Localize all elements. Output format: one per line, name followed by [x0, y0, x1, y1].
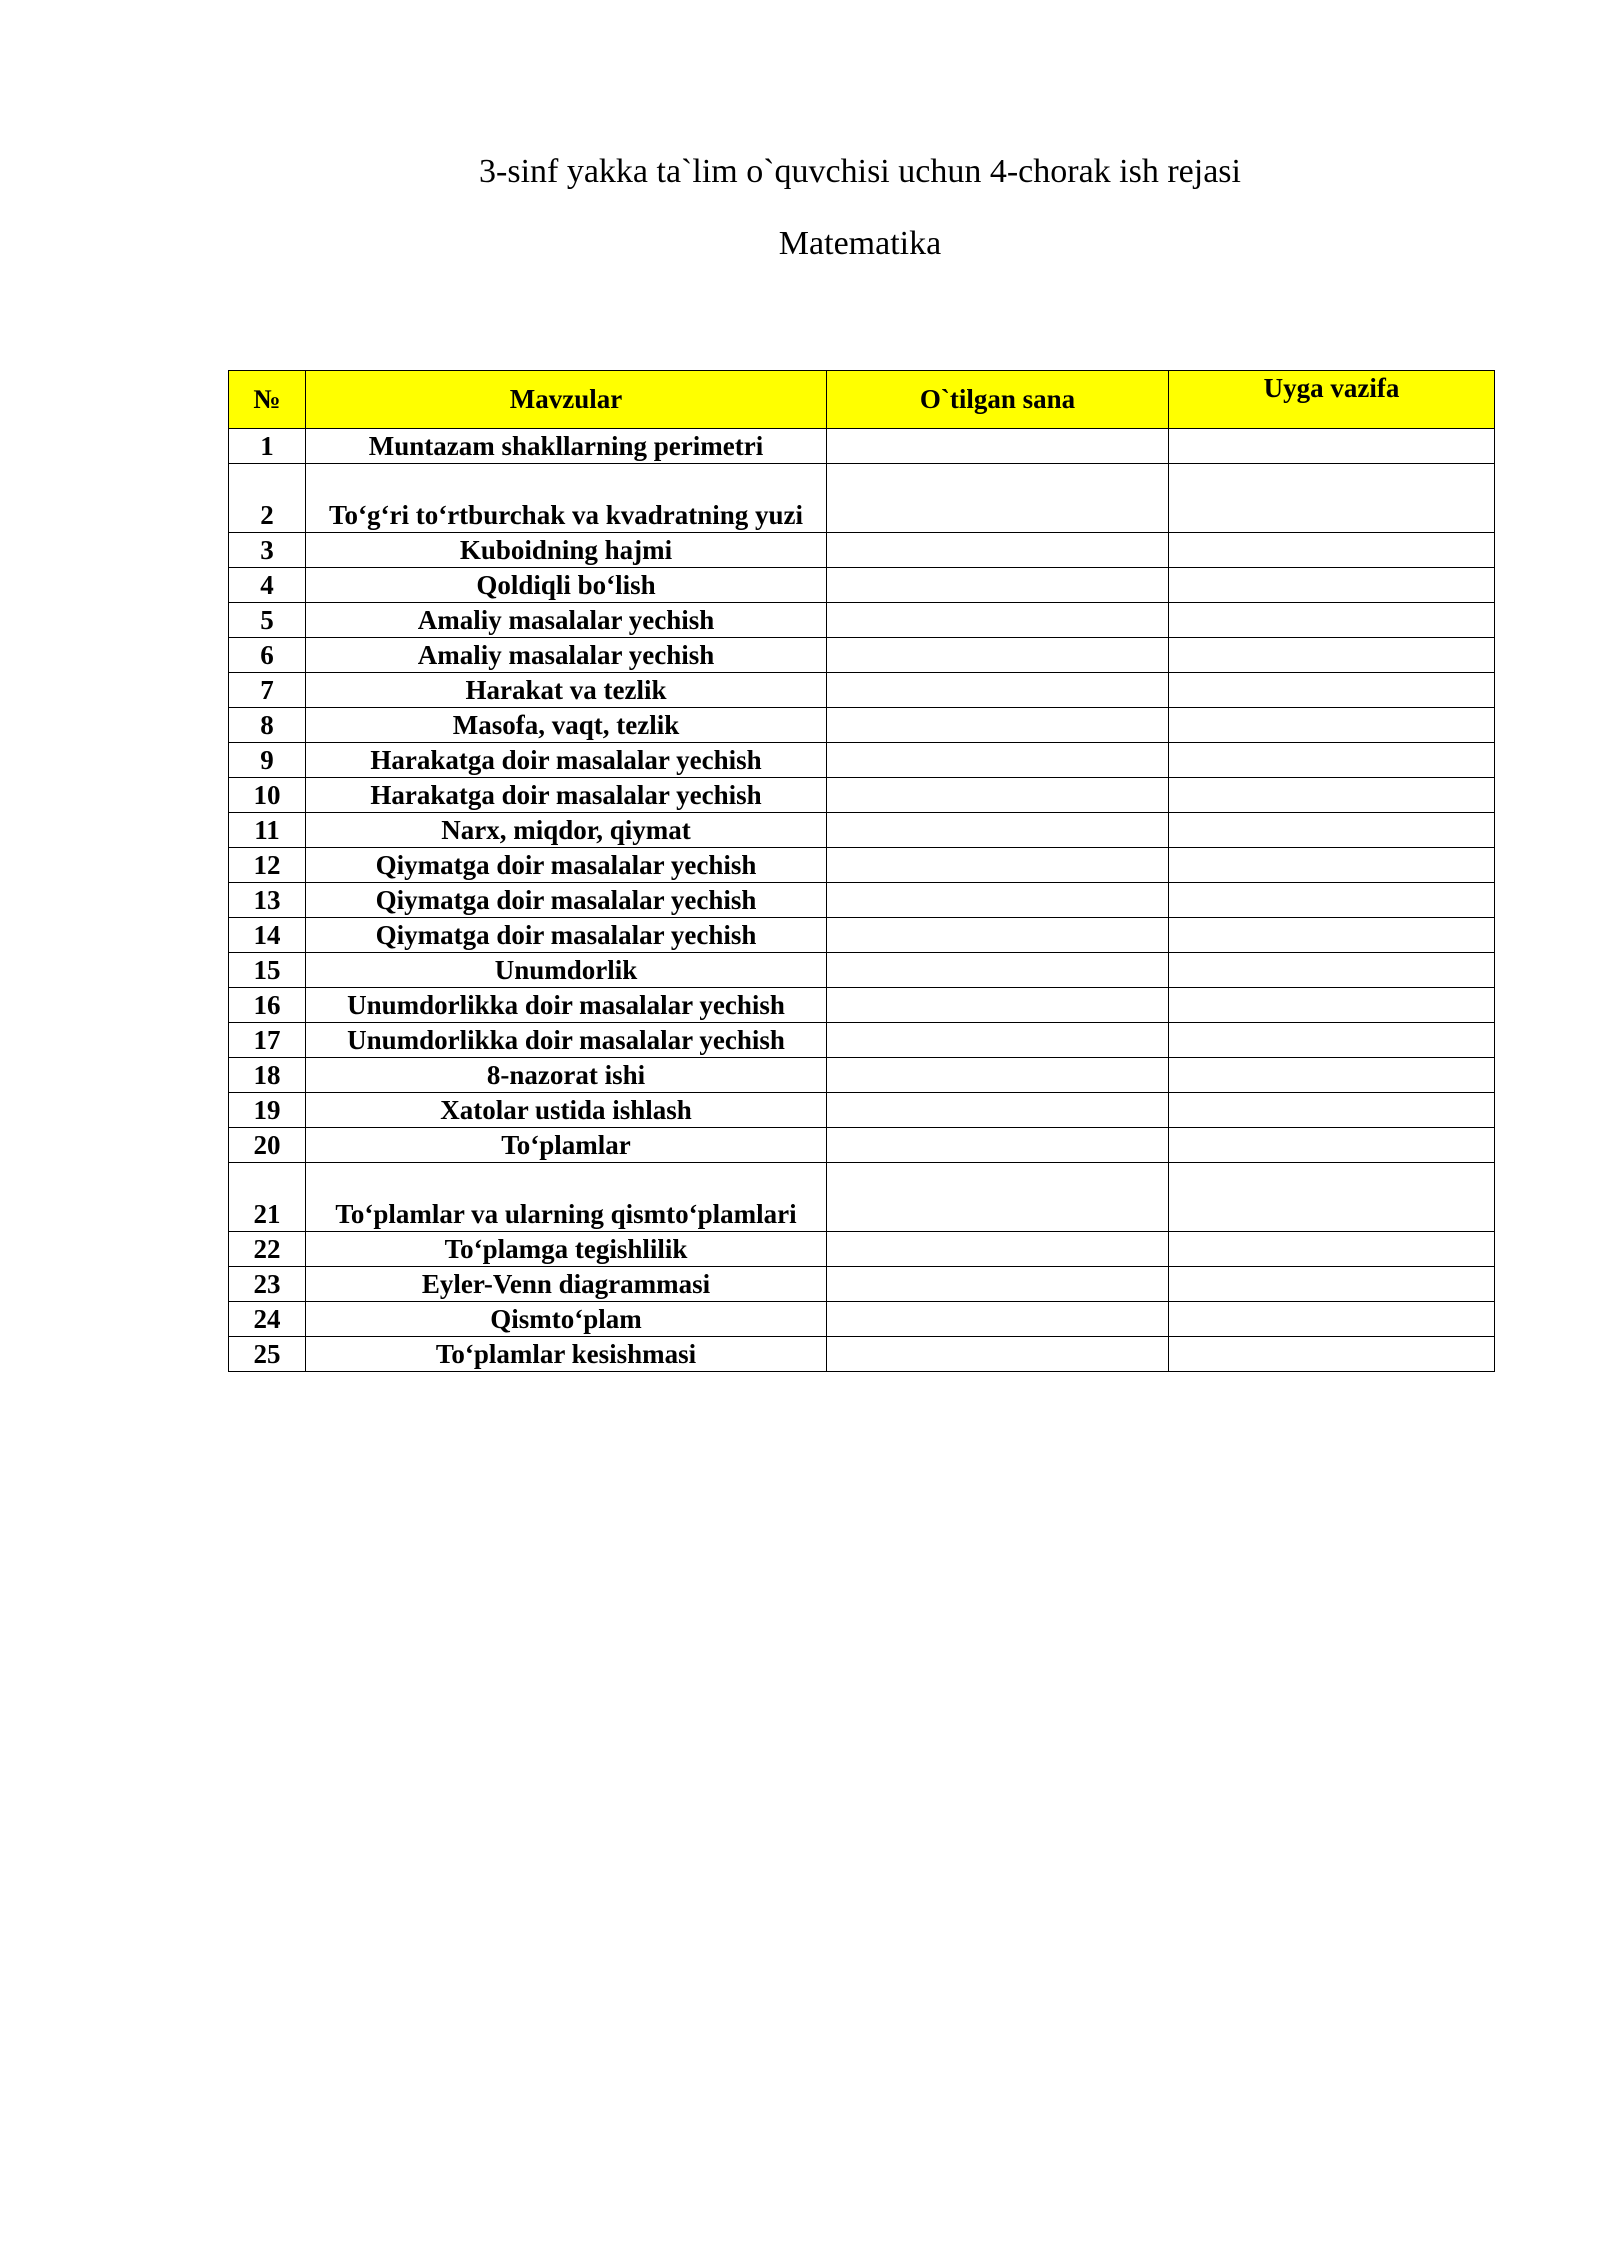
row-number: 13 — [229, 883, 306, 918]
row-homework — [1169, 1337, 1495, 1372]
row-number: 25 — [229, 1337, 306, 1372]
row-number: 20 — [229, 1128, 306, 1163]
row-number: 10 — [229, 778, 306, 813]
table-row — [229, 778, 1495, 813]
row-date — [827, 953, 1169, 988]
table-row — [229, 603, 1495, 638]
row-homework — [1169, 1128, 1495, 1163]
row-number: 9 — [229, 743, 306, 778]
row-number: 6 — [229, 638, 306, 673]
table-row — [229, 813, 1495, 848]
row-homework — [1169, 533, 1495, 568]
row-date — [827, 603, 1169, 638]
row-homework — [1169, 568, 1495, 603]
row-number: 22 — [229, 1232, 306, 1267]
row-homework — [1169, 1058, 1495, 1093]
row-topic: Kuboidning hajmi — [306, 533, 827, 568]
table-row — [229, 1093, 1495, 1128]
row-topic: Qoldiqli bo‘lish — [306, 568, 827, 603]
row-date — [827, 1163, 1169, 1232]
row-homework — [1169, 673, 1495, 708]
row-date — [827, 813, 1169, 848]
header-date: O`tilgan sana — [827, 371, 1169, 429]
lesson-plan-table — [228, 370, 1495, 1372]
row-homework — [1169, 1232, 1495, 1267]
row-topic: Unumdorlikka doir masalalar yechish — [306, 988, 827, 1023]
row-topic: Qiymatga doir masalalar yechish — [306, 848, 827, 883]
row-date — [827, 429, 1169, 464]
row-date — [827, 1128, 1169, 1163]
table-row — [229, 1163, 1495, 1232]
row-topic: Harakatga doir masalalar yechish — [306, 743, 827, 778]
row-number: 4 — [229, 568, 306, 603]
row-date — [827, 638, 1169, 673]
row-number: 1 — [229, 429, 306, 464]
row-homework — [1169, 883, 1495, 918]
row-topic: Masofa, vaqt, tezlik — [306, 708, 827, 743]
row-homework — [1169, 1267, 1495, 1302]
row-number: 7 — [229, 673, 306, 708]
row-homework — [1169, 638, 1495, 673]
row-date — [827, 1058, 1169, 1093]
row-homework — [1169, 813, 1495, 848]
table-row — [229, 429, 1495, 464]
table-row — [229, 1337, 1495, 1372]
page-title: 3-sinf yakka ta`lim o`quvchisi uchun 4-chorak ish rejasi — [479, 153, 1241, 190]
table-row — [229, 1128, 1495, 1163]
table-row — [229, 883, 1495, 918]
row-homework — [1169, 1093, 1495, 1128]
row-date — [827, 533, 1169, 568]
row-homework — [1169, 464, 1495, 533]
row-topic: Qismto‘plam — [306, 1302, 827, 1337]
table-body — [229, 429, 1495, 1372]
row-number: 2 — [229, 464, 306, 533]
row-topic: Harakat va tezlik — [306, 673, 827, 708]
row-topic: To‘plamga tegishlilik — [306, 1232, 827, 1267]
row-homework — [1169, 603, 1495, 638]
row-date — [827, 778, 1169, 813]
row-date — [827, 464, 1169, 533]
page-subtitle: Matematika — [778, 225, 942, 262]
header-homework: Uyga vazifa — [1169, 371, 1495, 429]
table-row — [229, 1267, 1495, 1302]
table-row — [229, 918, 1495, 953]
row-number: 15 — [229, 953, 306, 988]
table-row — [229, 708, 1495, 743]
table-row — [229, 1023, 1495, 1058]
row-number: 5 — [229, 603, 306, 638]
table-row — [229, 953, 1495, 988]
row-date — [827, 883, 1169, 918]
row-topic: Amaliy masalalar yechish — [306, 603, 827, 638]
row-date — [827, 1023, 1169, 1058]
row-homework — [1169, 778, 1495, 813]
row-number: 23 — [229, 1267, 306, 1302]
row-number: 14 — [229, 918, 306, 953]
row-topic: Xatolar ustida ishlash — [306, 1093, 827, 1128]
row-number: 19 — [229, 1093, 306, 1128]
row-date — [827, 743, 1169, 778]
header-number: № — [229, 371, 306, 429]
table-row — [229, 1058, 1495, 1093]
row-homework — [1169, 848, 1495, 883]
row-topic: To‘g‘ri to‘rtburchak va kvadratning yuzi — [306, 464, 827, 533]
row-number: 12 — [229, 848, 306, 883]
row-topic: To‘plamlar — [306, 1128, 827, 1163]
table-row — [229, 464, 1495, 533]
row-date — [827, 1337, 1169, 1372]
row-number: 8 — [229, 708, 306, 743]
row-topic: Narx, miqdor, qiymat — [306, 813, 827, 848]
row-number: 18 — [229, 1058, 306, 1093]
table-row — [229, 638, 1495, 673]
row-number: 16 — [229, 988, 306, 1023]
table-header-row — [229, 371, 1495, 429]
row-date — [827, 1093, 1169, 1128]
row-number: 24 — [229, 1302, 306, 1337]
row-number: 21 — [229, 1163, 306, 1232]
row-homework — [1169, 1163, 1495, 1232]
row-topic: To‘plamlar va ularning qismto‘plamlari — [306, 1163, 827, 1232]
row-number: 17 — [229, 1023, 306, 1058]
row-topic: Amaliy masalalar yechish — [306, 638, 827, 673]
row-homework — [1169, 429, 1495, 464]
table-row — [229, 848, 1495, 883]
row-number: 11 — [229, 813, 306, 848]
row-date — [827, 708, 1169, 743]
row-date — [827, 1302, 1169, 1337]
row-topic: Muntazam shakllarning perimetri — [306, 429, 827, 464]
row-date — [827, 918, 1169, 953]
table-row — [229, 1302, 1495, 1337]
row-date — [827, 1232, 1169, 1267]
row-date — [827, 988, 1169, 1023]
row-homework — [1169, 1023, 1495, 1058]
row-topic: To‘plamlar kesishmasi — [306, 1337, 827, 1372]
table-row — [229, 533, 1495, 568]
row-homework — [1169, 1302, 1495, 1337]
row-topic: Harakatga doir masalalar yechish — [306, 778, 827, 813]
row-date — [827, 1267, 1169, 1302]
row-date — [827, 848, 1169, 883]
row-homework — [1169, 988, 1495, 1023]
table-row — [229, 988, 1495, 1023]
table-row — [229, 673, 1495, 708]
table-row — [229, 1232, 1495, 1267]
row-homework — [1169, 918, 1495, 953]
row-number: 3 — [229, 533, 306, 568]
header-topics: Mavzular — [306, 371, 827, 429]
table-row — [229, 568, 1495, 603]
row-topic: Qiymatga doir masalalar yechish — [306, 918, 827, 953]
row-topic: Unumdorlik — [306, 953, 827, 988]
row-topic: 8-nazorat ishi — [306, 1058, 827, 1093]
row-homework — [1169, 743, 1495, 778]
row-date — [827, 568, 1169, 603]
row-homework — [1169, 708, 1495, 743]
row-topic: Eyler-Venn diagrammasi — [306, 1267, 827, 1302]
row-topic: Unumdorlikka doir masalalar yechish — [306, 1023, 827, 1058]
row-date — [827, 673, 1169, 708]
table-row — [229, 743, 1495, 778]
row-topic: Qiymatga doir masalalar yechish — [306, 883, 827, 918]
row-homework — [1169, 953, 1495, 988]
